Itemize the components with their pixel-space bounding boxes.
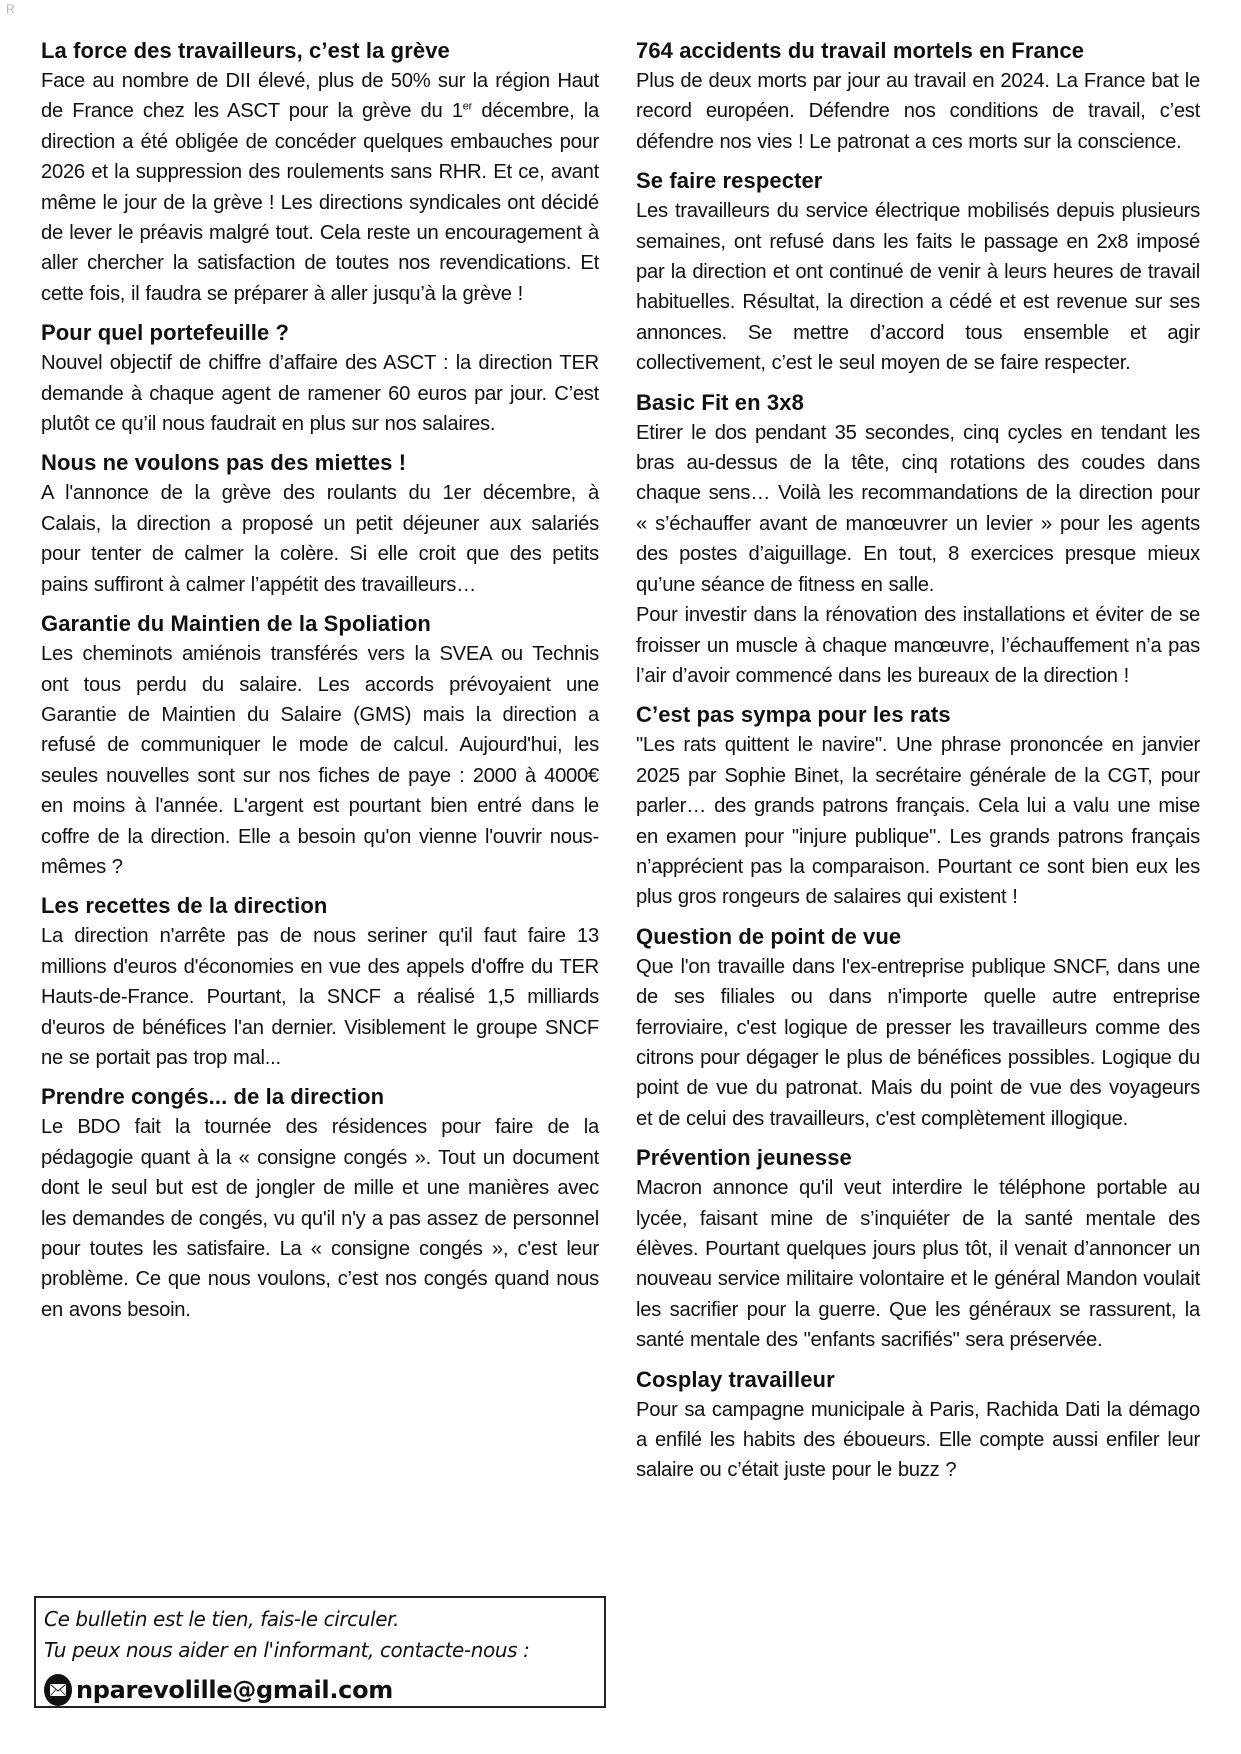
superscript: er (462, 100, 473, 113)
article-title: Se faire respecter (636, 168, 823, 194)
article-title: C’est pas sympa pour les rats (636, 702, 951, 728)
article-title: Garantie du Maintien de la Spoliation (41, 611, 431, 637)
left-column (41, 36, 599, 1334)
article-body: Le BDO fait la tournée des résidences pour faire de la pédagogie quant à la « consigne congés ». Tout un document dont le seul but est de jongler de mille et une manières avec les demandes de congés, vu qu'il n'y a pas assez de personnel pour toutes les satisfaire. La « consigne congés », c'est leur problème. Ce que nous voulons, c’est nos congés quand nous en avons besoin. (41, 1116, 599, 1321)
article-body: Etirer le dos pendant 35 secondes, cinq cycles en tendant les bras au-dessus de la tête, cinq rotations des coudes dans chaque sens… Voilà les recommandations de la direction pour « s’échauffer avant de manœuvrer un levier » pour les agents des postes d’aiguillage. En tout, 8 exercices presque mieux qu’une séance de fitness en salle. (636, 421, 1200, 596)
article-title: Basic Fit en 3x8 (636, 389, 804, 415)
article-body: Plus de deux morts par jour au travail en 2024. La France bat le record européen. Défendre nos conditions de travail, c’est défendre nos vies ! Le patronat a ces morts sur la conscience. (636, 70, 1200, 153)
article-prendre-conges (41, 1082, 599, 1325)
contact-box (34, 1596, 606, 1708)
corner-mark: R (6, 2, 15, 16)
article-body: Les cheminots amiénois transférés vers la SVEA ou Technis ont tous perdu du salaire. Les accords prévoyaient une Garantie de Maintien du Salaire (GMS) mais la direction a refusé de communiquer le mode de calcul. Aujourd'hui, les seules nouvelles sont sur nos fiches de paye : 2000 à 4000€ en moins à l'année. L'argent est pourtant bien entré dans le coffre de la direction. Elle a besoin qu'on vienne l'ouvrir nous-mêmes ? (41, 643, 599, 878)
article-se-faire-respecter (636, 166, 1200, 378)
article-body: La direction n'arrête pas de nous seriner qu'il faut faire 13 millions d'euros d'économies en vue des appels d'offre du TER Hauts-de-France. Pourtant, la SNCF a réalisé 1,5 milliards d'euros de bénéfices l'an dernier. Visiblement le groupe SNCF ne se portait pas trop mal... (41, 925, 599, 1069)
article-cosplay-travailleur (636, 1365, 1200, 1486)
article-la-force-des-travailleurs (41, 36, 599, 309)
contact-line-1: Ce bulletin est le tien, fais-le circuler. (44, 1607, 400, 1631)
article-title: Pour quel portefeuille ? (41, 320, 290, 346)
article-accidents-travail (636, 36, 1200, 157)
article-pour-quel-portefeuille (41, 318, 599, 439)
contact-email-row[interactable] (44, 1674, 596, 1706)
article-body: "Les rats quittent le navire". Une phrase prononcée en janvier 2025 par Sophie Binet, la secrétaire générale de la CGT, pour parler… des grands patrons français. Cela lui a valu une mise en examen pour "injure publique". Les grands patrons français n’apprécient pas la comparaison. Pourtant ce sont bien eux les plus gros rongeurs de salaires qui existent ! (636, 734, 1200, 909)
article-basic-fit (636, 388, 1200, 692)
article-title: Prévention jeunesse (636, 1145, 852, 1171)
article-point-de-vue (636, 922, 1200, 1134)
article-garantie-maintien-spoliation (41, 609, 599, 882)
article-body: A l'annonce de la grève des roulants du 1er décembre, à Calais, la direction a proposé un petit déjeuner aux salariés pour tenter de calmer la colère. Si elle croit que des petits pains suffiront à calmer l’appétit des travailleurs… (41, 482, 599, 596)
article-title: Cosplay travailleur (636, 1366, 835, 1392)
article-title: Question de point de vue (636, 923, 902, 949)
right-column (636, 36, 1200, 1495)
article-title: Les recettes de la direction (41, 893, 328, 919)
article-recettes-direction (41, 891, 599, 1073)
article-title: La force des travailleurs, c’est la grève (41, 38, 450, 63)
article-body: Pour sa campagne municipale à Paris, Rachida Dati la démago a enfilé les habits des éboueurs. Elle compte aussi enfiler leur salaire ou c’était juste pour le buzz ? (636, 1398, 1200, 1482)
article-body: Macron annonce qu'il veut interdire le téléphone portable au lycée, faisant mine de s’inquiéter de la santé mentale des élèves. Pourtant quelques jours plus tôt, il venait d’annoncer un nouveau service militaire volontaire et le général Mandon voulait les sacrifier pour la guerre. Que les généraux se rassurent, la santé mentale des "enfants sacrifiés" sera préservée. (636, 1177, 1200, 1352)
article-pas-des-miettes (41, 448, 599, 600)
article-body: Face au nombre de DII élevé, plus de 50% sur la région Haut de France chez les ASCT pour la grève du 1er décembre, la direction a été obligée de concéder quelques embauches pour 2026 et la suppression des roulements sans RHR. Et ce, avant même le jour de la grève ! Les directions syndicales ont décidé de lever le préavis malgré tout. Cela reste un encouragement à aller chercher la satisfaction de toutes nos revendications. Et cette fois, il faudra se préparer à aller jusqu’à la grève ! (41, 70, 599, 305)
article-sympa-rats (636, 700, 1200, 912)
article-title: Nous ne voulons pas des miettes ! (41, 450, 407, 476)
article-title: 764 accidents du travail mortels en France (636, 38, 1085, 63)
envelope-glyph-icon (50, 1684, 66, 1696)
article-body: Que l'on travaille dans l'ex-entreprise publique SNCF, dans une de ses filiales ou dans n'importe quelle autre entreprise ferroviaire, c'est logique de presser les travailleurs comme des citrons pour dégager le plus de bénéfices possibles. Logique du point de vue du patronat. Mais du point de vue des voyageurs et de celui des travailleurs, c'est complètement illogique. (636, 955, 1200, 1130)
article-prevention-jeunesse (636, 1143, 1200, 1355)
mail-icon (44, 1674, 72, 1706)
contact-line-2: Tu peux nous aider en l'informant, contacte-nous : (44, 1638, 530, 1662)
article-title: Prendre congés... de la direction (41, 1084, 385, 1110)
article-body: Nouvel objectif de chiffre d’affaire des ASCT : la direction TER demande à chaque agent de ramener 60 euros par jour. C’est plutôt ce qu’il nous faudrait en plus sur nos salaires. (41, 352, 599, 436)
article-body-continued: Pour investir dans la rénovation des installations et éviter de se froisser un muscle à chaque manœuvre, l’échauffement n’a pas l’air d’avoir commencé dans les bureaux de la direction ! (636, 604, 1200, 687)
article-body: Les travailleurs du service électrique mobilisés depuis plusieurs semaines, ont refusé dans les faits le passage en 2x8 imposé par la direction et ont continué de venir à leurs heures de travail habituelles. Résultat, la direction a cédé et est revenue sur ses annonces. Se mettre d’accord tous ensemble et agir collectivement, c’est le seul moyen de se faire respecter. (636, 200, 1200, 375)
contact-email-link[interactable]: nparevolille@gmail.com (76, 1676, 393, 1704)
